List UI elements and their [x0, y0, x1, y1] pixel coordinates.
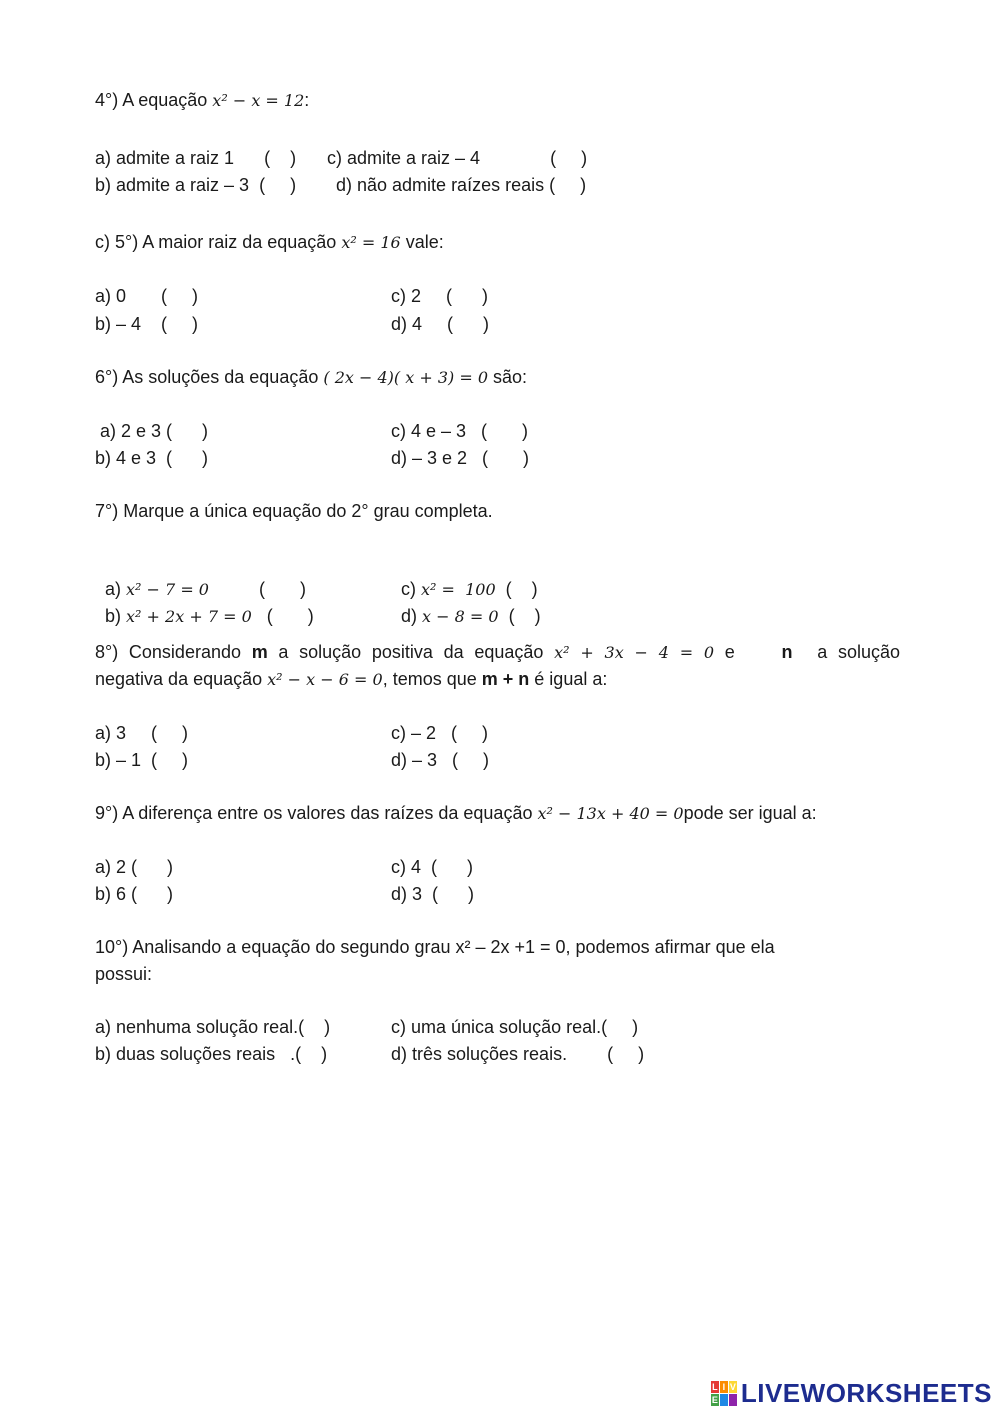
- option-7a[interactable]: a) x² − 7 = 0 ( ): [105, 579, 306, 599]
- option-7d[interactable]: d) x − 8 = 0 ( ): [401, 606, 541, 626]
- question-8-line-1: 8°) Considerando m a solução positiva da equação x² + 3x − 4 = 0 e n a solução: [95, 642, 900, 662]
- option-5a[interactable]: a) 0 ( ): [95, 286, 199, 306]
- option-4d[interactable]: d) não admite raízes reais ( ): [336, 175, 587, 195]
- variable-m: m: [251, 642, 268, 662]
- option-4b[interactable]: b) admite a raiz – 3 ( ): [95, 175, 297, 195]
- option-8a[interactable]: a) 3 ( ): [95, 723, 189, 743]
- equation: x² = 16: [341, 233, 401, 252]
- option-9b[interactable]: b) 6 ( ): [95, 884, 174, 904]
- option-8c[interactable]: c) – 2 ( ): [391, 723, 489, 743]
- option-10d[interactable]: d) três soluções reais. ( ): [391, 1044, 645, 1064]
- option-5b[interactable]: b) – 4 ( ): [95, 314, 199, 334]
- question-10-title-line-2: possui:: [95, 964, 153, 984]
- equation: x² − 13x + 40 = 0: [537, 804, 684, 823]
- brand-name: LIVEWORKSHEETS: [740, 1377, 992, 1408]
- question-6-title: 6°) As soluções da equação ( 2x − 4)( x + 3) = 0 são:: [95, 367, 528, 387]
- option-4a[interactable]: a) admite a raiz 1 ( ): [95, 148, 297, 168]
- equation: x² + 2x + 7 = 0: [126, 607, 252, 626]
- option-5c[interactable]: c) 2 ( ): [391, 286, 489, 306]
- question-7-title: 7°) Marque a única equação do 2° grau completa.: [95, 501, 493, 521]
- sum-m-n: m + n: [481, 669, 530, 689]
- option-6a[interactable]: a) 2 e 3 ( ): [95, 421, 209, 441]
- equation: x² = 100: [421, 580, 496, 599]
- question-8-line-2: negativa da equação x² − x − 6 = 0, temos que m + n é igual a:: [95, 669, 608, 689]
- option-6b[interactable]: b) 4 e 3 ( ): [95, 448, 209, 468]
- equation: x² + 3x − 4 = 0: [554, 643, 715, 662]
- equation: x² − x − 6 = 0: [267, 670, 383, 689]
- option-6c[interactable]: c) 4 e – 3 ( ): [391, 421, 529, 441]
- option-5d[interactable]: d) 4 ( ): [391, 314, 490, 334]
- equation: x − 8 = 0: [422, 607, 499, 626]
- option-10b[interactable]: b) duas soluções reais .( ): [95, 1044, 328, 1064]
- option-9d[interactable]: d) 3 ( ): [391, 884, 475, 904]
- question-4-title: 4°) A equação x² − x = 12:: [95, 90, 310, 110]
- question-9-title: 9°) A diferença entre os valores das raízes da equação x² − 13x + 40 = 0pode ser igual a:: [95, 803, 817, 823]
- liveworksheets-logo[interactable]: [711, 1379, 992, 1407]
- question-5-title: c) 5°) A maior raiz da equação x² = 16 vale:: [95, 232, 444, 252]
- option-10c[interactable]: c) uma única solução real.( ): [391, 1017, 639, 1037]
- variable-n: n: [781, 642, 793, 662]
- option-6d[interactable]: d) – 3 e 2 ( ): [391, 448, 530, 468]
- equation: ( 2x − 4)( x + 3) = 0: [323, 368, 488, 387]
- option-7c[interactable]: c) x² = 100 ( ): [401, 579, 538, 599]
- option-9c[interactable]: c) 4 ( ): [391, 857, 474, 877]
- question-10-title-line-1: 10°) Analisando a equação do segundo grau x² – 2x +1 = 0, podemos afirmar que ela: [95, 937, 775, 957]
- option-8b[interactable]: b) – 1 ( ): [95, 750, 189, 770]
- option-9a[interactable]: a) 2 ( ): [95, 857, 174, 877]
- option-7b[interactable]: b) x² + 2x + 7 = 0 ( ): [105, 606, 314, 626]
- equation: x² − x = 12: [212, 91, 305, 110]
- equation: x² − 7 = 0: [126, 580, 209, 599]
- option-8d[interactable]: d) – 3 ( ): [391, 750, 490, 770]
- liveworksheets-badge-icon: L I V E: [711, 1381, 736, 1405]
- option-4c[interactable]: c) admite a raiz – 4 ( ): [327, 148, 588, 168]
- option-10a[interactable]: a) nenhuma solução real.( ): [95, 1017, 331, 1037]
